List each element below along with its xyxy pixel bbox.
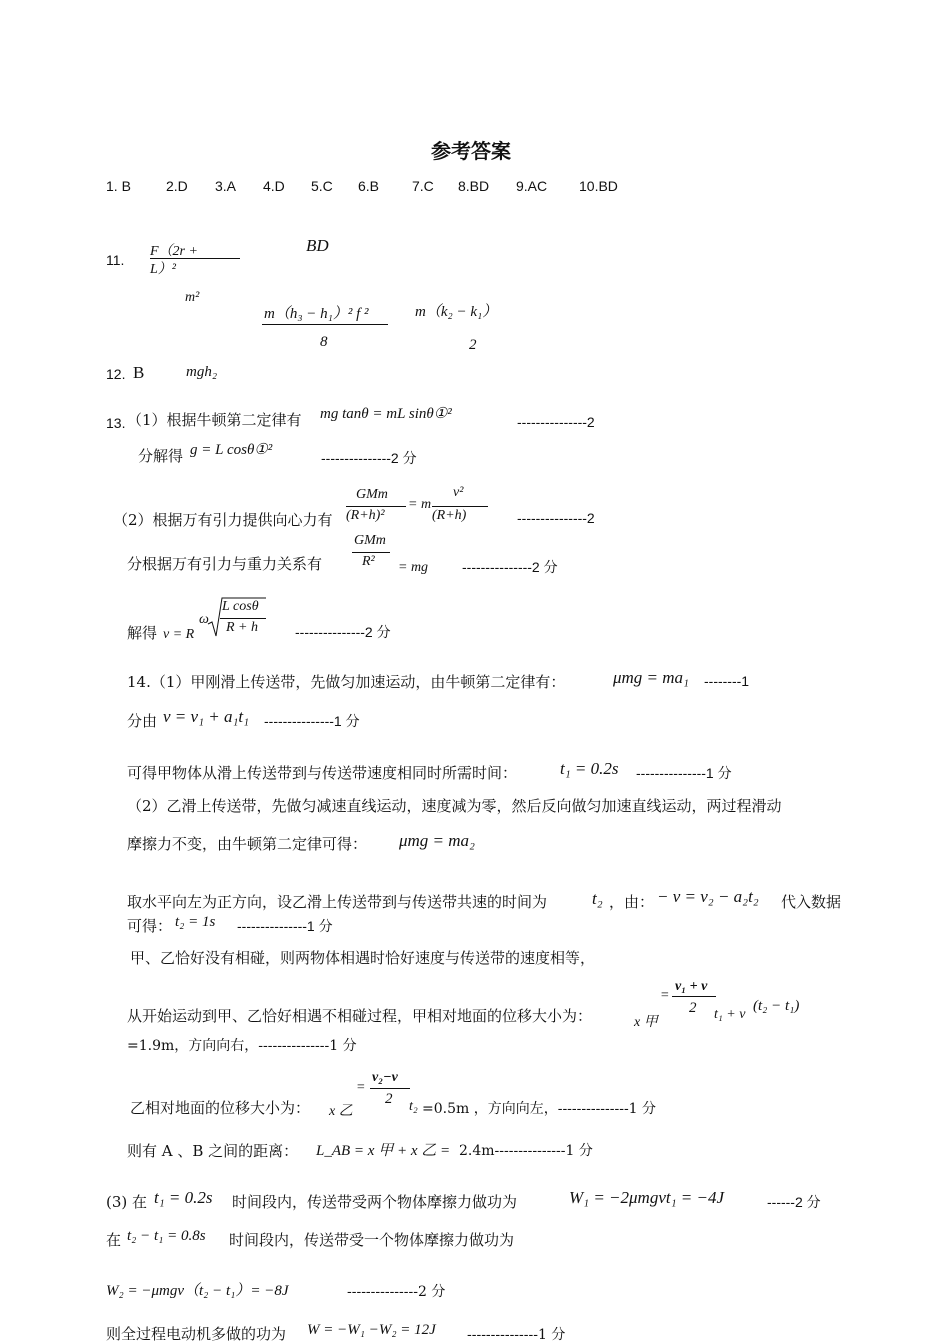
fraction-numerator: GMm	[356, 487, 388, 502]
fraction-bar	[432, 506, 488, 507]
q14-3-line1-pre: (3) 在	[106, 1193, 148, 1211]
q13-line5-text: 解得	[127, 624, 158, 642]
fraction-bar	[672, 996, 716, 997]
q14-line6-equation: − v = v₂ − a₂t₂	[657, 887, 759, 906]
q14-line8-text: 甲、乙恰好没有相碰，则两物体相遇时恰好速度与传送带的速度相等，	[130, 949, 596, 967]
equals-mg: = mg	[398, 560, 429, 575]
score-dashes: ---------------2	[517, 510, 595, 526]
q14-line3-text: 可得甲物体从滑上传送带到与传送带速度相同时所需时间：	[127, 764, 518, 782]
score-dashes: --------1	[704, 673, 750, 689]
q14-line11-tail: =0.5m ，方向向左，---------------1 分	[422, 1101, 657, 1117]
v-equals-r: v = R	[163, 627, 195, 642]
score-dashes: ---------------1 分	[237, 918, 333, 934]
question-number: 11.	[106, 252, 125, 268]
fraction-denominator: L）²	[150, 262, 176, 277]
q14-line1-equation: μmg = ma₁	[613, 668, 689, 687]
q14-3-line2-pre: 在	[106, 1231, 122, 1249]
q14-line5-text: 摩擦力不变，由牛顿第二定律可得：	[127, 835, 368, 853]
page-title: 参考答案	[431, 139, 511, 163]
equals-m: = m	[408, 497, 432, 512]
q14-3-line2-eq: t₂ − t₁ = 0.8s	[127, 1228, 206, 1244]
q14-3-line1-mid: 时间段内，传送带受两个物体摩擦力做功为	[232, 1193, 518, 1211]
score-dashes: ---------------2 分	[295, 624, 391, 640]
score-dashes: ---------------1 分	[636, 765, 732, 781]
q14-3-line2-mid: 时间段内，传送带受一个物体摩擦力做功为	[229, 1231, 515, 1249]
fraction-bar	[346, 506, 406, 507]
expr2-numerator: m（k₂ − k₁）	[415, 304, 498, 320]
equals-sign: =	[660, 988, 670, 1003]
q14-line9-text: 从开始运动到甲、乙恰好相遇不相碰过程，甲相对地面的位移大小为：	[127, 1007, 593, 1025]
answer-item: 4.D	[263, 178, 285, 194]
q14-line9-paren: (t₂ − t₁)	[753, 998, 800, 1014]
q14-line12-text: 则有 A 、B 之间的距离：	[127, 1142, 299, 1160]
equals-sign: =	[356, 1080, 366, 1095]
question-number: 13.	[106, 415, 126, 431]
fraction-denominator: R²	[362, 554, 375, 569]
expr1-numerator: m（h₃ − h₁）² f ²	[264, 306, 369, 322]
score-dashes: ---------------2 分	[321, 450, 417, 466]
fraction-numerator: GMm	[354, 533, 386, 548]
fraction-numerator: F（2r +	[150, 244, 198, 259]
q14-line7-equation: t₂ = 1s	[175, 914, 216, 930]
q14-line6-text: 取水平向左为正方向，设乙滑上传送带到与传送带共速的时间为	[127, 893, 548, 911]
expr1-denominator: 8	[320, 334, 328, 350]
answer-item: 3.A	[215, 178, 237, 194]
q13-line4-text: 分根据万有引力与重力关系有	[127, 555, 323, 573]
x-jia: x 甲	[634, 1015, 658, 1030]
q14-line12-equation: L_AB = x 甲 + x 乙 =	[316, 1143, 451, 1159]
q13-line3-text: （2）根据万有引力提供向心力有	[113, 511, 333, 529]
answer-item: 7.C	[412, 178, 434, 194]
q14-line5-equation: μmg = ma₂	[399, 831, 475, 850]
q14-3-line1-eq2: W₁ = −2μmgvt₁ = −4J	[569, 1188, 724, 1207]
t2-symbol: t₂	[409, 1099, 418, 1114]
q14-line6-mid: ，由：	[609, 893, 655, 911]
q14-3-line4-pre: 则全过程电动机多做的功为	[106, 1325, 287, 1343]
q14-line2-equation: v = v₁ + a₁t₁	[163, 707, 249, 726]
omega-symbol: ω	[199, 612, 209, 627]
question-number: 12.	[106, 366, 126, 382]
answer-item: 9.AC	[516, 178, 548, 194]
fraction-numerator: v₂−v	[372, 1070, 398, 1085]
expr2-denominator: 2	[469, 337, 477, 353]
fraction-denominator: (R+h)²	[346, 508, 385, 523]
answer-item: 6.B	[358, 178, 380, 194]
sqrt-denominator: R + h	[226, 620, 258, 635]
q14-line4-text: （2）乙滑上传送带，先做匀减速直线运动，速度减为零，然后反向做匀加速直线运动，两过程滑动	[127, 797, 782, 815]
q14-3-line1-eq1: t₁ = 0.2s	[154, 1188, 213, 1207]
answer-item: 5.C	[311, 178, 333, 194]
q14-line12-tail: 2.4m---------------1 分	[459, 1143, 593, 1159]
answer-item: 8.BD	[458, 178, 490, 194]
fraction-numerator: v₁ + v	[675, 979, 708, 994]
q14-line6-t2: t₂	[592, 889, 603, 908]
q13-line2-equation: g = L cosθ①²	[190, 442, 273, 458]
fraction-numerator: v²	[453, 485, 464, 500]
answer-item: 10.BD	[579, 178, 618, 194]
score-dashes: ---------------1 分	[467, 1327, 566, 1343]
q13-line2-text: 分解得	[138, 447, 184, 465]
fraction-bar	[262, 324, 388, 325]
answer-mgh: mgh₂	[186, 364, 218, 380]
score-dashes: ---------------1 分	[264, 713, 360, 729]
q14-line2-text: 分由	[127, 712, 158, 730]
q14-line1-text: 14.（1）甲刚滑上传送带，先做匀加速运动，由牛顿第二定律有：	[127, 673, 566, 691]
q14-line7-text: 可得：	[127, 917, 173, 935]
q14-line3-equation: t₁ = 0.2s	[560, 759, 619, 778]
fraction-bar	[370, 1088, 410, 1089]
sqrt-numerator: L cosθ	[222, 599, 259, 614]
q14-line10-text: =1.9m，方向向右，---------------1 分	[127, 1038, 357, 1054]
fraction-bar	[220, 618, 266, 619]
q14-line9-tail: t₁ + v	[714, 1007, 746, 1022]
fraction-denominator: 2	[689, 1000, 697, 1016]
score-dashes: ---------------2 分	[347, 1284, 446, 1300]
answer-item: 2.D	[166, 178, 188, 194]
q14-3-line4-eq: W = −W₁ −W₂ = 12J	[307, 1322, 436, 1338]
q13-line1-equation: mg tanθ = mL sinθ①²	[320, 406, 452, 422]
score-dashes: ---------------2 分	[462, 559, 558, 575]
q13-line1-text: （1）根据牛顿第二定律有	[127, 411, 302, 429]
answer-m2: m²	[185, 290, 200, 305]
q14-line6-end: 代入数据	[781, 893, 842, 911]
score-dashes: ---------------2	[517, 414, 595, 430]
answer-b: B	[133, 363, 145, 382]
fraction-denominator: (R+h)	[432, 508, 467, 523]
x-yi: x 乙	[329, 1104, 353, 1119]
q14-line11-text: 乙相对地面的位移大小为：	[130, 1099, 311, 1117]
answer-item: 1. B	[106, 178, 131, 194]
q14-3-line3-eq: W₂ = −μmgv（t₂ − t₁）= −8J	[106, 1283, 289, 1299]
score-dashes: ------2 分	[767, 1194, 821, 1210]
fraction-bar	[352, 552, 390, 553]
fraction-denominator: 2	[385, 1091, 393, 1107]
answer-bd: BD	[306, 236, 329, 255]
